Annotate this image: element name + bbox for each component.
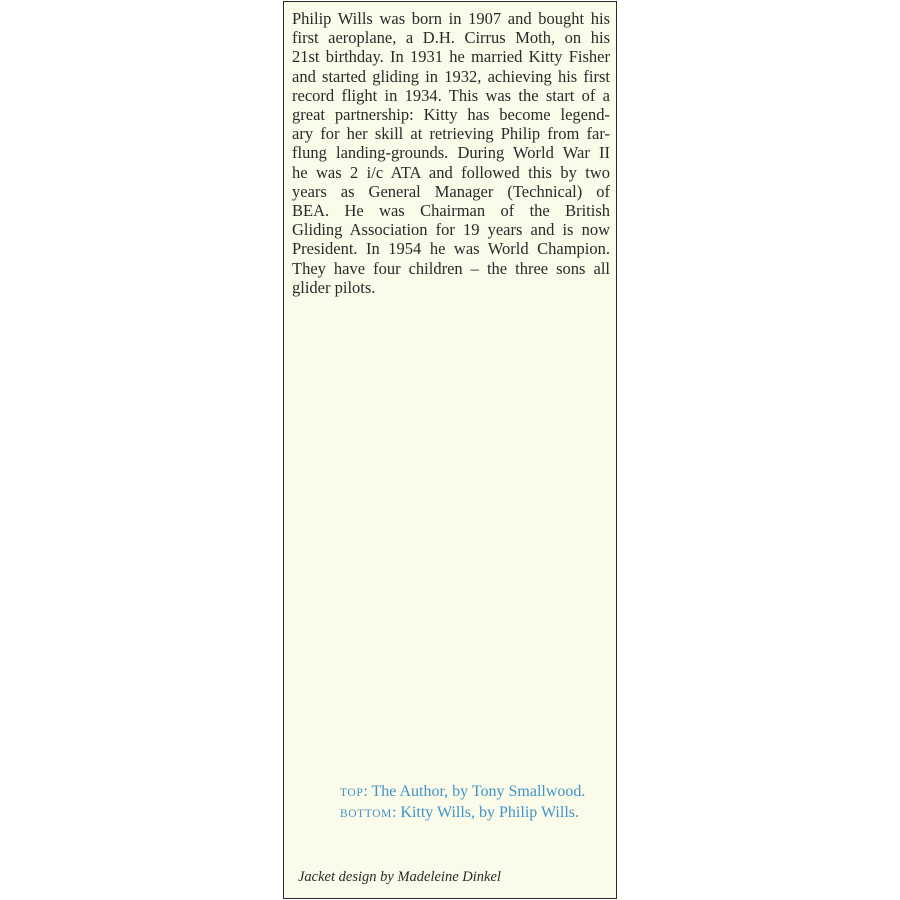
bio-line: ary for her skill at retrieving Philip from far- [292, 124, 610, 144]
bio-line: record flight in 1934. This was the start of a [292, 85, 610, 105]
bio-line: 21st birthday. In 1931 he married Kitty Fisher [292, 47, 610, 67]
bio-line: Gliding Association for 19 years and is now [292, 220, 610, 240]
caption-top [340, 782, 610, 803]
bio-line: and started gliding in 1932, achieving his first [292, 66, 610, 86]
caption-bottom-tag: BOTTOM [340, 808, 392, 820]
jacket-flap [283, 1, 617, 899]
bio-line: President. In 1954 he was World Champion. [292, 239, 610, 259]
bio-line: Philip Wills was born in 1907 and bought his [292, 9, 610, 28]
bio-line: years as General Manager (Technical) of [292, 181, 610, 201]
photo-captions [340, 782, 610, 824]
caption-bottom [340, 803, 610, 824]
author-biography [292, 9, 610, 297]
bio-line: he was 2 i/c ATA and followed this by two [292, 162, 610, 182]
bio-line: glider pilots. [292, 277, 376, 297]
jacket-design-credit: Jacket design by Madeleine Dinkel [298, 869, 501, 885]
caption-top-text: : The Author, by Tony Smallwood. [363, 783, 586, 800]
caption-top-tag: TOP [340, 787, 364, 799]
bio-line: first aeroplane, a D.H. Cirrus Moth, on his [292, 28, 610, 48]
bio-line: BEA. He was Chairman of the British [292, 201, 610, 221]
bio-line: great partnership: Kitty has become legend- [292, 105, 610, 125]
bio-line: They have four children – the three sons all [292, 258, 610, 278]
caption-bottom-text: : Kitty Wills, by Philip Wills. [391, 804, 579, 821]
bio-line: flung landing-grounds. During World War II [292, 143, 610, 163]
